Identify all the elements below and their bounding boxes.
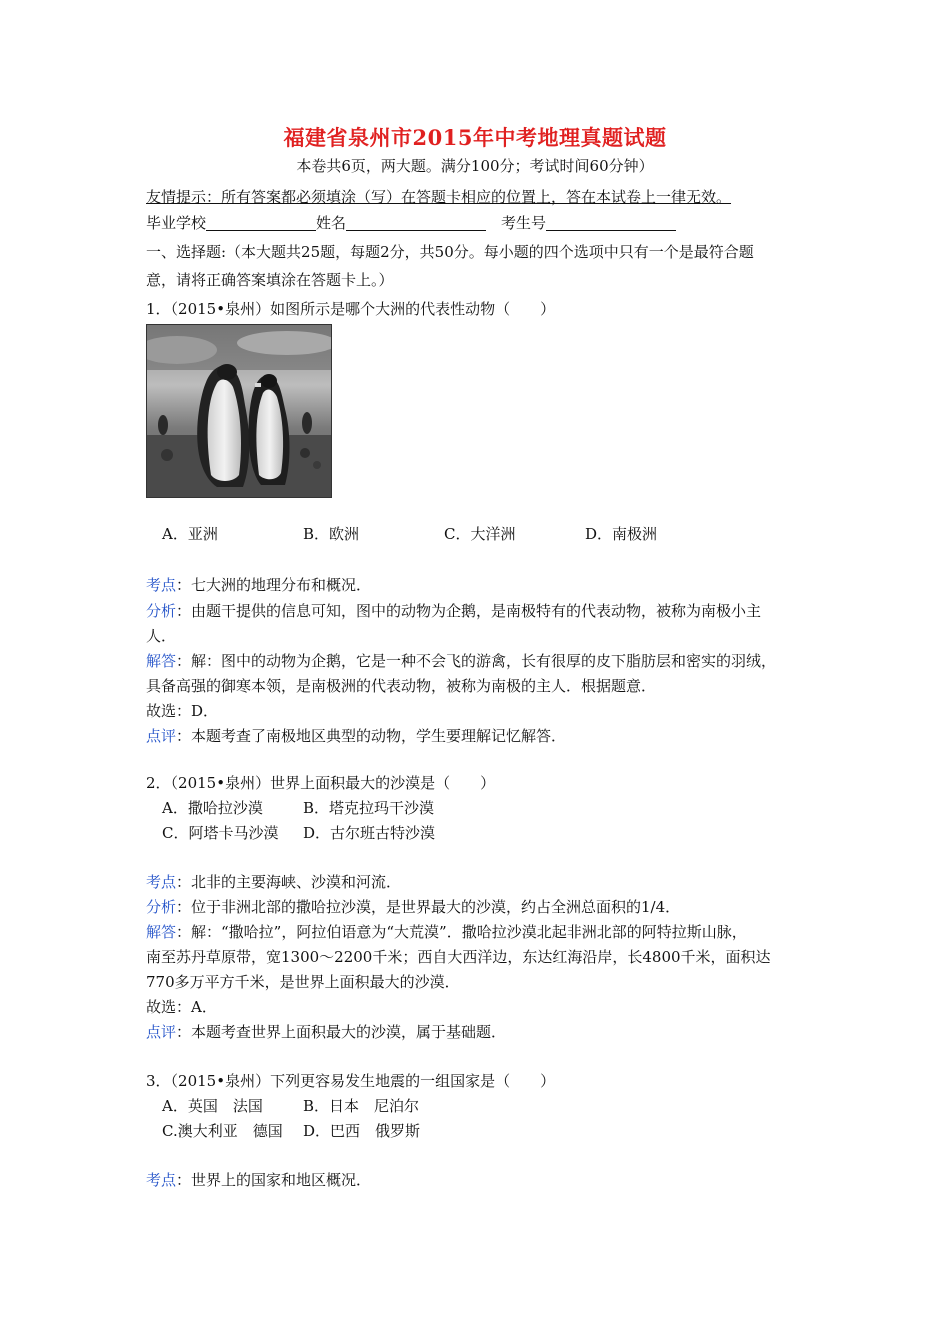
q2-analysis-row (146, 897, 680, 917)
q3-option-b[interactable]: B．日本 尼泊尔 (303, 1097, 420, 1115)
q1-point-text: ：七大洲的地理分布和概况． (176, 576, 372, 594)
page-subtitle: 本卷共6页，两大题。满分100分；考试时间60分钟） (296, 157, 654, 175)
q1-point-label: 考点 (146, 576, 177, 594)
q2-answer-text: ：解：“撒哈拉”，阿拉伯语意为“大荒漠”．撒哈拉沙漠北起非洲北部的阿特拉斯山脉， (176, 923, 747, 941)
q1-choice: 故选：D． (146, 702, 219, 720)
q1-analysis-cont: 人． (146, 627, 177, 645)
q1-option-c[interactable]: C．大洋洲 (444, 525, 516, 543)
q2-analysis-label: 分析 (146, 898, 177, 916)
q2-option-c[interactable]: C．阿塔卡马沙漠 (162, 824, 279, 842)
q2-option-b[interactable]: B．塔克拉玛干沙漠 (303, 799, 435, 817)
page-title: 福建省泉州市2015年中考地理真题试题 (283, 125, 667, 150)
q3-option-a[interactable]: A．英国 法国 (162, 1097, 263, 1115)
q1-option-d[interactable]: D．南极洲 (585, 525, 658, 543)
q1-answer-text: ：解：图中的动物为企鹅，它是一种不会飞的游禽，长有很厚的皮下脂肪层和密实的羽绒， (176, 652, 777, 670)
q1-comment-label: 点评 (146, 727, 177, 745)
q2-point-text: ：北非的主要海峡、沙漠和河流． (176, 873, 402, 891)
section-intro-line2: 意，请将正确答案填涂在答题卡上。） (146, 271, 394, 289)
q1-option-a[interactable]: A．亚洲 (162, 525, 218, 543)
q3-option-c[interactable]: C.澳大利亚 德国 (162, 1122, 283, 1140)
q1-stem: 1．（2015•泉州）如图所示是哪个大洲的代表性动物（ ） (146, 300, 556, 318)
student-info-row (146, 213, 676, 233)
q1-option-b[interactable]: B．欧洲 (303, 525, 360, 543)
q2-stem: 2．（2015•泉州）世界上面积最大的沙漠是（ ） (146, 774, 496, 792)
q1-answer-label: 解答 (146, 652, 177, 670)
q3-option-d[interactable]: D．巴西 俄罗斯 (303, 1122, 421, 1140)
q1-comment-text: ：本题考查了南极地区典型的动物，学生要理解记忆解答． (176, 727, 567, 745)
notice-text: 友情提示：所有答案都必须填涂（写）在答题卡相应的位置上，答在本试卷上一律无效。 (146, 188, 732, 206)
school-label: 毕业学校 (146, 214, 207, 232)
q2-comment-row (146, 1022, 506, 1042)
q1-analysis-row (146, 601, 761, 621)
q3-stem: 3．（2015•泉州）下列更容易发生地震的一组国家是（ ） (146, 1072, 556, 1090)
penguin-photo (146, 324, 332, 498)
q2-option-d[interactable]: D．古尔班古特沙漠 (303, 824, 436, 842)
q3-point-text: ：世界上的国家和地区概况． (176, 1171, 372, 1189)
q2-option-a[interactable]: A．撒哈拉沙漠 (162, 799, 263, 817)
section-intro-line1: 一、选择题:（本大题共25题，每题2分，共50分。每小题的四个选项中只有一个是最符合题 (146, 243, 754, 261)
school-blank[interactable] (206, 214, 316, 231)
q2-answer-cont2: 770多万平方千米，是世界上面积最大的沙漠． (146, 973, 460, 991)
q2-answer-cont1: 南至苏丹草原带，宽1300～2200千米；西自大西洋边，东达红海沿岸，长4800千米，面积达 (146, 948, 771, 966)
q1-analysis-label: 分析 (146, 602, 177, 620)
q2-choice: 故选：A． (146, 998, 217, 1016)
q1-comment-row (146, 726, 566, 746)
q2-point-row (146, 872, 401, 892)
q2-point-label: 考点 (146, 873, 177, 891)
q2-analysis-text: ：位于非洲北部的撒哈拉沙漠，是世界最大的沙漠，约占全洲总面积的1/4． (176, 898, 681, 916)
q2-comment-text: ：本题考查世界上面积最大的沙漠，属于基础题． (176, 1023, 507, 1041)
q2-answer-label: 解答 (146, 923, 177, 941)
q1-answer-row (146, 651, 776, 671)
q2-comment-label: 点评 (146, 1023, 177, 1041)
name-label: 姓名 (316, 214, 347, 232)
q1-answer-cont: 具备高强的御寒本领，是南极洲的代表动物，被称为南极的主人．根据题意． (146, 677, 657, 695)
exam-no-blank[interactable] (546, 214, 676, 231)
name-blank[interactable] (346, 214, 486, 231)
q3-point-label: 考点 (146, 1171, 177, 1189)
q2-answer-row (146, 922, 747, 942)
q3-point-row (146, 1170, 371, 1190)
exam-no-label: 考生号 (501, 214, 547, 232)
q1-analysis-text: ：由题干提供的信息可知，图中的动物为企鹅，是南极特有的代表动物，被称为南极小主 (176, 602, 762, 620)
q1-point-row (146, 575, 371, 595)
